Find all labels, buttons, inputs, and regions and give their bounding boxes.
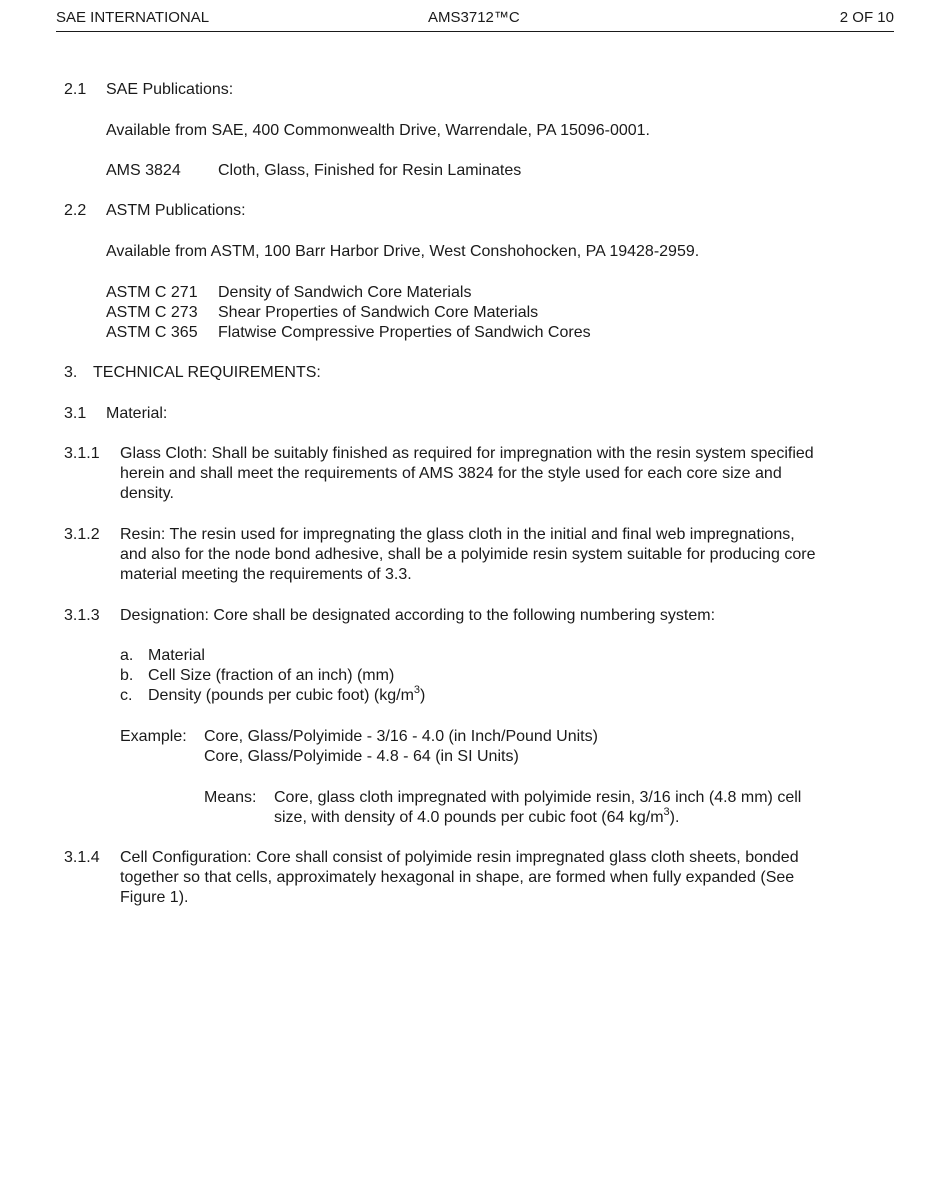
superscript: 3 [413,683,421,696]
paragraph-line: and also for the node bond adhesive, shall be a polyimide resin system suitable for producing core [120,546,816,563]
section-number: 3.1.1 [64,445,100,462]
header-page-number: 2 OF 10 [839,9,894,26]
list-item-text: Density (pounds per cubic foot) (kg/m [148,687,414,704]
list-item [148,683,426,706]
list-item: Material [148,647,205,664]
section-number: 3.1.4 [64,849,100,866]
paragraph-line: Glass Cloth: Shall be suitably finished as required for impregnation with the resin system specified [120,445,814,462]
paragraph-line: Cell Configuration: Core shall consist of polyimide resin impregnated glass cloth sheets, bonded [120,849,799,866]
section-number: 3.1 [64,405,87,422]
reference-code: ASTM C 273 [106,304,198,321]
reference-description: Shear Properties of Sandwich Core Materials [218,304,539,321]
means-line [274,805,680,828]
list-item: Cell Size (fraction of an inch) (mm) [148,667,395,684]
reference-description: Density of Sandwich Core Materials [218,284,472,301]
reference-code: ASTM C 365 [106,324,198,341]
page-header [56,9,894,32]
means-text-end: ). [669,809,680,826]
paragraph-line: Figure 1). [120,889,189,906]
means-text: size, with density of 4.0 pounds per cubic foot (64 kg/m [274,809,664,826]
paragraph-line: herein and shall meet the requirements of AMS 3824 for the style used for each core size and [120,465,782,482]
example-label: Example: [120,728,187,745]
section-number: 2.2 [64,202,87,219]
availability-text: Available from ASTM, 100 Barr Harbor Drive, West Conshohocken, PA 19428-2959. [106,243,700,260]
section-number: 3.1.2 [64,526,100,543]
section-number: 3.1.3 [64,607,100,624]
means-line: Core, glass cloth impregnated with polyimide resin, 3/16 inch (4.8 mm) cell [274,789,802,806]
availability-text: Available from SAE, 400 Commonwealth Drive, Warrendale, PA 15096-0001. [106,122,650,139]
section-number: 2.1 [64,81,87,98]
header-organization: SAE INTERNATIONAL [56,9,210,26]
section-heading: TECHNICAL REQUIREMENTS: [93,364,321,381]
paragraph-line: material meeting the requirements of 3.3. [120,566,412,583]
header-document-id: AMS3712™C [428,9,520,26]
section-heading: SAE Publications: [106,81,234,98]
superscript: 3 [663,805,670,818]
means-label: Means: [204,789,257,806]
list-letter: a. [120,647,134,664]
paragraph-line: Resin: The resin used for impregnating the glass cloth in the initial and final web impregnations, [120,526,795,543]
section-heading: Material: [106,405,168,422]
paragraph-line: Designation: Core shall be designated according to the following numbering system: [120,607,716,624]
reference-code: AMS 3824 [106,162,181,179]
paragraph-line: density. [120,485,174,502]
section-heading: ASTM Publications: [106,202,246,219]
example-line: Core, Glass/Polyimide - 4.8 - 64 (in SI Units) [204,748,519,765]
reference-description: Flatwise Compressive Properties of Sandwich Cores [218,324,591,341]
paragraph-line: together so that cells, approximately hexagonal in shape, are formed when fully expanded (See [120,869,795,886]
example-line: Core, Glass/Polyimide - 3/16 - 4.0 (in Inch/Pound Units) [204,728,598,745]
list-letter: c. [120,687,133,704]
reference-code: ASTM C 271 [106,284,198,301]
list-letter: b. [120,667,134,684]
section-number: 3. [64,364,78,381]
reference-description: Cloth, Glass, Finished for Resin Laminates [218,162,522,179]
list-item-text-end: ) [420,687,426,704]
